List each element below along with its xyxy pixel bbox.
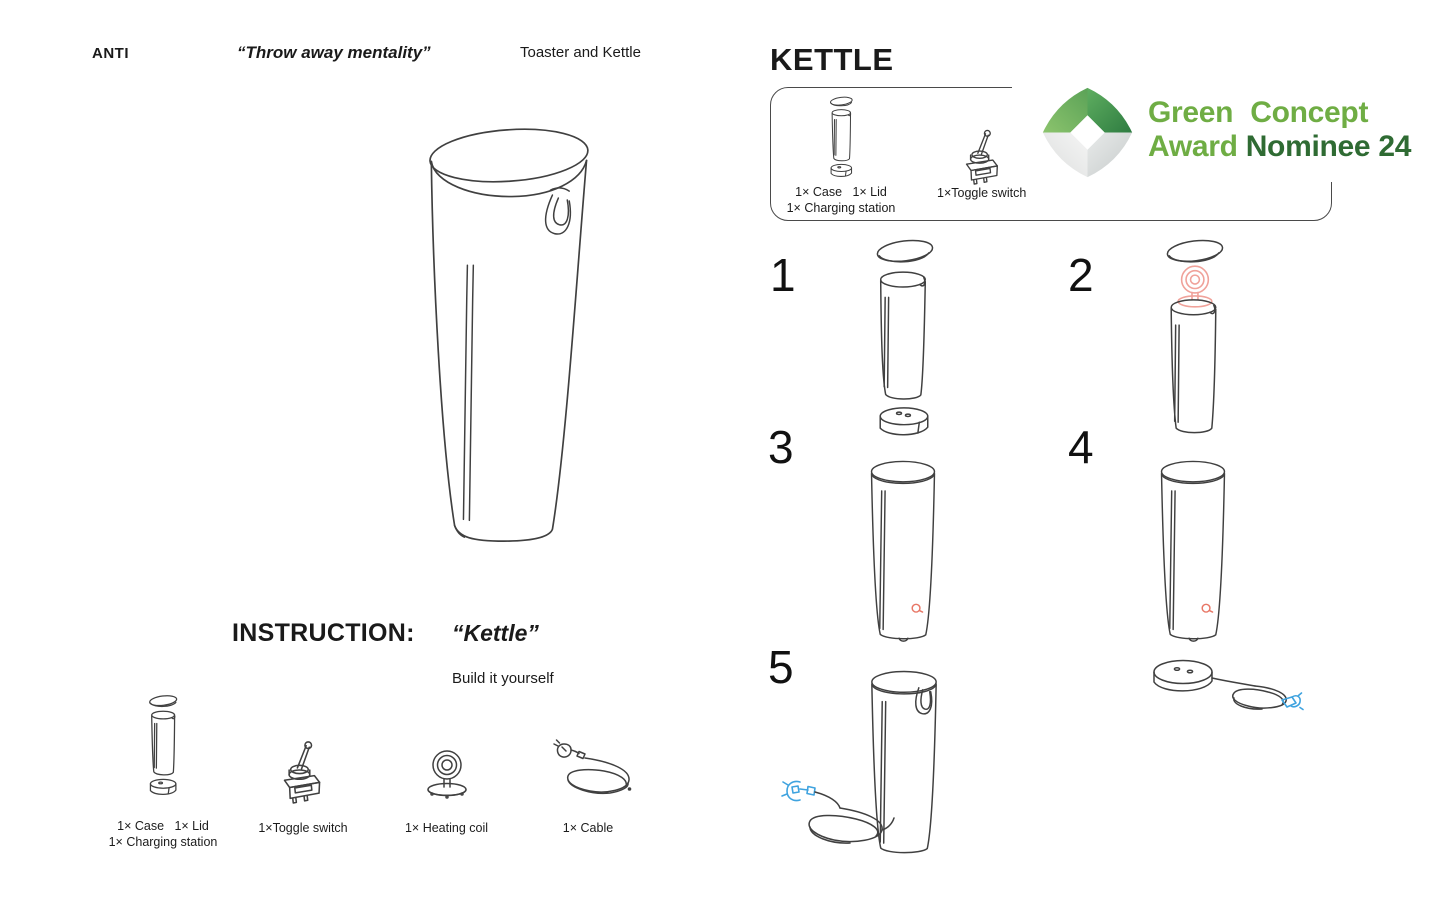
- box-toggle-switch-icon: [960, 127, 1002, 185]
- step-4-number: 4: [1068, 421, 1094, 473]
- part-label-cable: 1× Cable: [562, 821, 614, 835]
- box-label-charging-station: 1× Charging station: [786, 201, 896, 215]
- award-line1: Green Concept: [1148, 96, 1369, 129]
- award-word: Award: [1148, 130, 1246, 163]
- part-label-coil: 1× Heating coil: [404, 821, 489, 835]
- instruction-note: Build it yourself: [452, 670, 554, 687]
- box-label-case-lid: 1× Case 1× Lid: [795, 185, 887, 199]
- step-5-number: 5: [768, 641, 794, 693]
- product-name: Toaster and Kettle: [520, 44, 641, 61]
- award-logo: [1012, 78, 1432, 182]
- box-label-toggle: 1×Toggle switch: [937, 186, 1027, 200]
- main-kettle-illustration: [412, 112, 594, 552]
- step-1-number: 1: [770, 249, 796, 301]
- tagline: “Throw away mentality”: [237, 43, 431, 62]
- box-exploded-kettle-icon: [817, 95, 867, 185]
- heating-coil-icon: [420, 740, 474, 800]
- instruction-title: INSTRUCTION:: [232, 619, 415, 647]
- award-logo-mark-icon: [1040, 85, 1135, 180]
- part-label-case-lid: 1× Case 1× Lid: [117, 819, 209, 833]
- step-4-charging-station-cable: [1150, 650, 1302, 724]
- toggle-switch-icon: [277, 738, 325, 804]
- step-2-illustration: [1150, 238, 1234, 444]
- award-nominee: Nominee 24: [1245, 130, 1412, 163]
- step-4-illustration: [1154, 460, 1232, 644]
- part-label-toggle: 1×Toggle switch: [258, 821, 348, 835]
- step-3-illustration: [864, 460, 942, 644]
- step-5-cable: [780, 772, 896, 852]
- instruction-subtitle: “Kettle”: [452, 620, 539, 646]
- exploded-kettle-icon: [136, 693, 192, 805]
- cable-icon: [552, 738, 638, 802]
- step-2-number: 2: [1068, 249, 1094, 301]
- award-line2: [1148, 130, 1411, 164]
- step-3-number: 3: [768, 421, 794, 473]
- section-title: KETTLE: [770, 42, 894, 77]
- part-label-charging-station: 1× Charging station: [108, 835, 218, 849]
- step-1-illustration: [860, 238, 944, 444]
- brand-name: ANTI: [92, 45, 129, 62]
